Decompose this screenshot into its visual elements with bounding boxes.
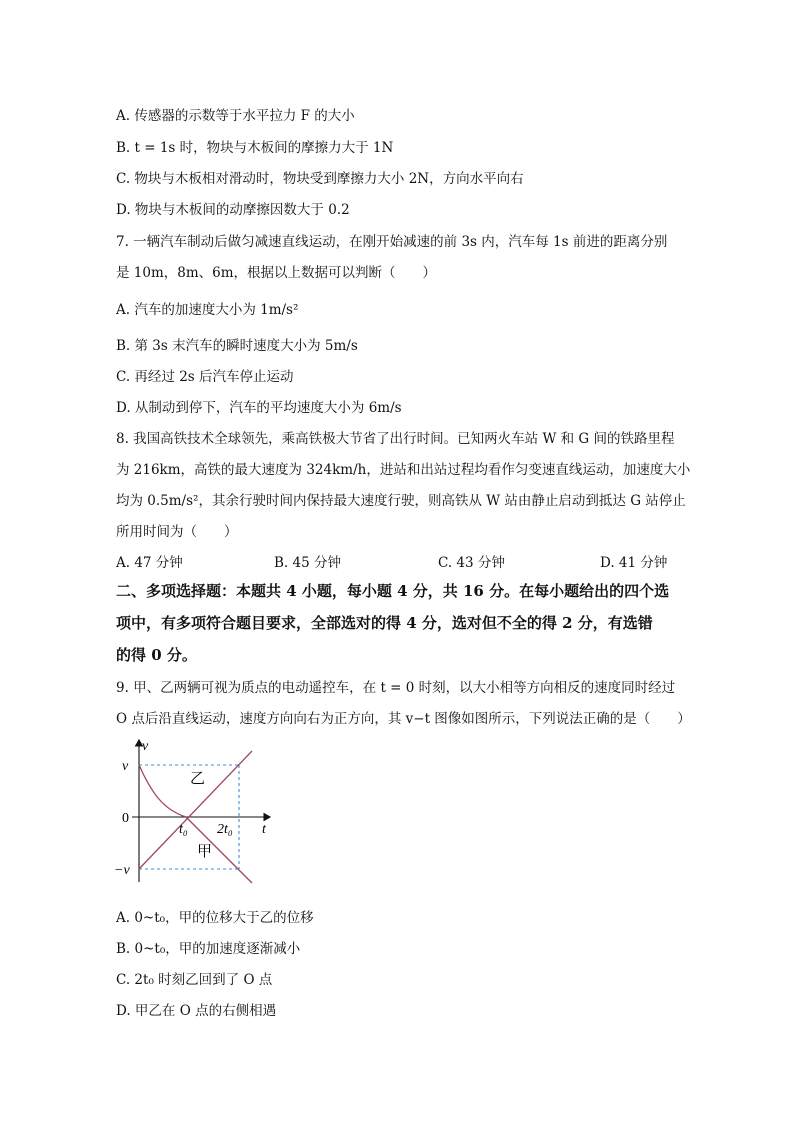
q7-option-c: C. 再经过 2s 后汽车停止运动 [116, 369, 294, 385]
yi-label: 乙 [190, 771, 206, 787]
q8-option-c: C. 43 分钟 [438, 555, 505, 571]
q6-option-b: B. t = 1s 时，物块与木板间的摩擦力大于 1N [116, 140, 394, 156]
two-t0-label: 2t₀ [217, 822, 233, 837]
q8-stem-line4: 所用时间为（ ） [116, 524, 238, 540]
q9-stem-line1: 9. 甲、乙两辆可视为质点的电动遥控车，在 t = 0 时刻，以大小相等方向相反的速度同时经过 [116, 680, 676, 696]
section2-header-line2: 项中，有多项符合题目要求，全部选对的得 4 分，选对但不全的得 2 分，有选错 [116, 614, 653, 632]
q8-stem-line1: 8. 我国高铁技术全球领先，乘高铁极大节省了出行时间。已知两火车站 W 和 G 间的铁路里程 [116, 431, 675, 447]
q7-option-d: D. 从制动到停下，汽车的平均速度大小为 6m/s [116, 400, 402, 416]
q9-option-b: B. 0~t₀，甲的加速度逐渐减小 [116, 941, 301, 957]
q7-option-b: B. 第 3s 末汽车的瞬时速度大小为 5m/s [116, 338, 358, 354]
section2-header-line3: 的得 0 分。 [116, 646, 197, 664]
q9-stem-line2: O 点后沿直线运动，速度方向向右为正方向，其 v−t 图像如图所示，下列说法正确的是（ ） [116, 711, 691, 727]
q6-option-c: C. 物块与木板相对滑动时，物块受到摩擦力大小 2N，方向水平向右 [116, 171, 524, 187]
q8-option-b: B. 45 分钟 [274, 555, 341, 571]
t-axis-label: t [262, 822, 266, 837]
q8-stem-line3: 均为 0.5m/s²，其余行驶时间内保持最大速度行驶，则高铁从 W 站由静止启动到抵达 G 站停止 [116, 493, 686, 509]
q6-option-a: A. 传感器的示数等于水平拉力 F 的大小 [116, 108, 355, 124]
jia-label: 甲 [197, 844, 213, 860]
q9-option-c: C. 2t₀ 时刻乙回到了 O 点 [116, 972, 273, 988]
yi-line [139, 751, 252, 869]
q8-stem-line2: 为 216km，高铁的最大速度为 324km/h，进站和出站过程均看作匀变速直线运动，加速度大小 [116, 462, 691, 478]
vt-graph [112, 736, 282, 886]
q9-option-a: A. 0~t₀，甲的位移大于乙的位移 [116, 910, 314, 926]
q9-option-d: D. 甲乙在 O 点的右侧相遇 [116, 1003, 277, 1019]
q7-option-a: A. 汽车的加速度大小为 1m/s² [116, 302, 299, 318]
origin-label: 0 [122, 811, 129, 826]
neg-v-tick-label: −v [114, 863, 130, 878]
v-axis-label: v [142, 739, 149, 754]
jia-curve [139, 765, 186, 817]
q6-option-d: D. 物块与木板间的动摩擦因数大于 0.2 [116, 202, 350, 218]
t0-label: t₀ [179, 822, 188, 837]
q8-option-d: D. 41 分钟 [600, 555, 668, 571]
v-tick-label: v [122, 759, 129, 774]
q8-option-a: A. 47 分钟 [116, 555, 183, 571]
section2-header-line1: 二、多项选择题：本题共 4 小题，每小题 4 分，共 16 分。在每小题给出的四个选 [116, 582, 670, 600]
q7-stem-line2: 是 10m，8m、6m，根据以上数据可以判断（ ） [116, 265, 437, 281]
q7-stem-line1: 7. 一辆汽车制动后做匀减速直线运动，在刚开始减速的前 3s 内，汽车每 1s 前进的距离分别 [116, 234, 668, 250]
